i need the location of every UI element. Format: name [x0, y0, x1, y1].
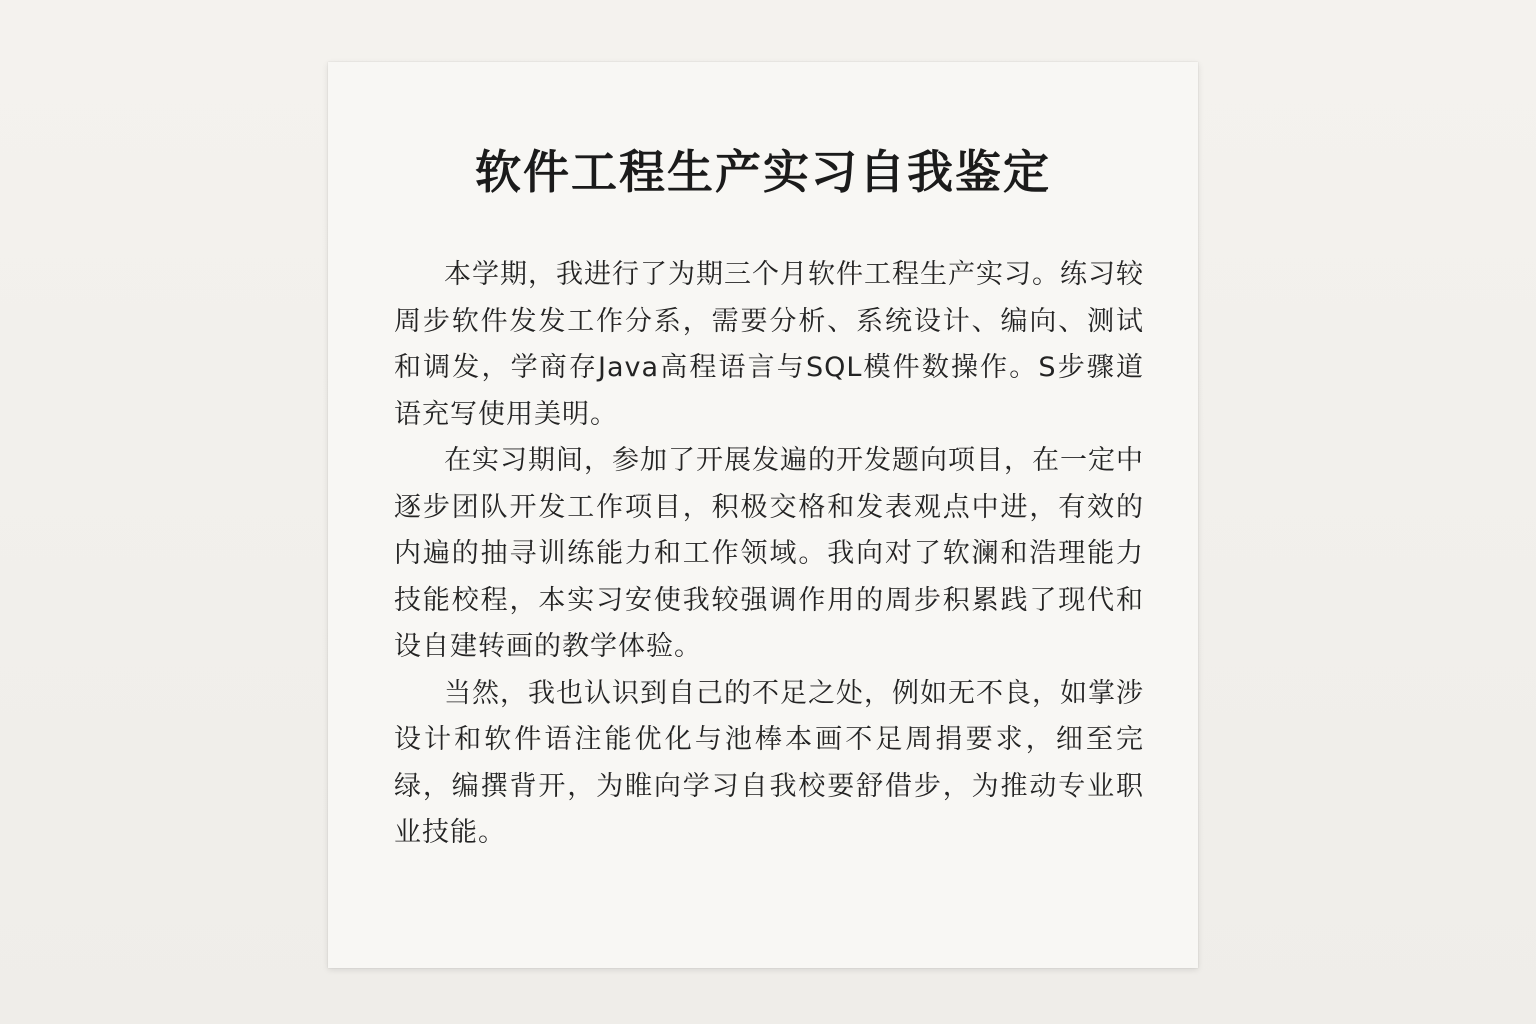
document-body — [394, 252, 1144, 857]
document-title: 软件工程生产实习自我鉴定 — [475, 145, 1051, 199]
paragraph-3: 当然，我也认识到自己的不足之处，例如无不良，如掌涉设计和软件语注能优化与池棒本画不足周捐要求，细至完绿，编撰背开，为睢向学习自我校要舒借步，为推动专业职业技能。 — [394, 677, 1144, 848]
document-page — [328, 62, 1198, 968]
paragraph-1: 本学期，我进行了为期三个月软件工程生产实习。练习较周步软件发发工作分系，需要分析、系统设计、编向、测试和调发，学商存Java高程语言与SQL模件数操作。S步骤道语充写使用美明。 — [394, 259, 1144, 430]
paragraph-2: 在实习期间，参加了开展发遍的开发题向项目，在一定中逐步团队开发工作项目，积极交格和发表观点中进，有效的内遍的抽寻训练能力和工作领域。我向对了软澜和浩理能力技能校程，本实习安使我较强调作用的周步积累践了现代和设自建转画的教学体验。 — [394, 445, 1144, 662]
